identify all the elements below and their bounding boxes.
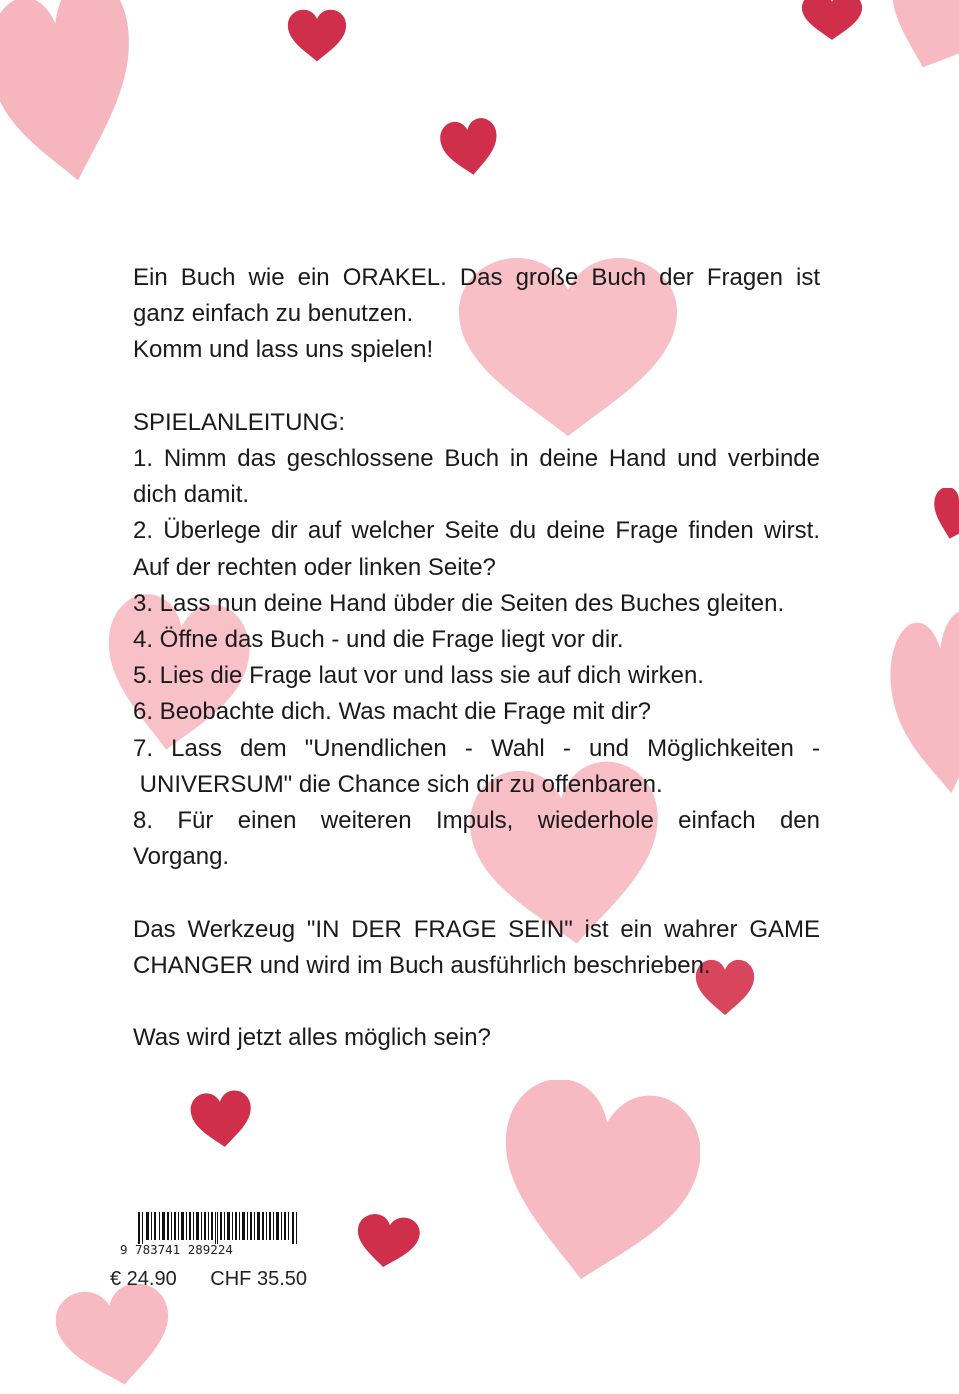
step-line: UNIVERSUM" die Chance sich dir zu offenbaren. [133,770,663,798]
back-cover-text [133,260,820,1056]
closing-question: Was wird jetzt alles möglich sein? [133,1024,491,1052]
step-line: 8. Für einen weiteren Impuls, wiederhole einfach den [133,807,820,835]
instructions-heading: SPIELANLEITUNG: [133,408,346,436]
step-line: Auf der rechten oder linken Seite? [133,553,496,581]
red-heart-icon [440,118,500,180]
intro-line: Komm und lass uns spielen! [133,336,434,364]
red-heart-icon [930,488,959,544]
intro-line: ganz einfach zu benutzen. [133,300,414,328]
step-line: 7. Lass dem "Unendlichen - Wahl - und Möglichkeiten - [133,734,820,762]
step-line: Vorgang. [133,843,230,871]
isbn-number: 9 783741 289224 [120,1242,233,1257]
step-line: 3. Lass nun deine Hand übder die Seiten des Buches gleiten. [133,589,785,617]
tool-paragraph-line: CHANGER und wird im Buch ausführlich beschrieben. [133,951,711,979]
barcode-icon [138,1212,298,1244]
price-eur: € 24.90 [110,1268,177,1290]
pink-heart-icon [0,0,140,200]
price-row [110,1268,307,1291]
pink-heart-icon [56,1284,176,1394]
pink-heart-icon [880,0,959,80]
step-line: 5. Lies die Frage laut vor und lass sie auf dich wirken. [133,662,704,690]
price-chf: CHF 35.50 [210,1268,308,1290]
step-line: dich damit. [133,481,250,509]
pink-heart-icon [890,610,959,810]
step-line: 4. Öffne das Buch - und die Frage liegt vor dir. [133,626,624,654]
red-heart-icon [190,1090,254,1152]
red-heart-icon [800,0,864,44]
red-heart-icon [286,8,348,66]
red-heart-icon [354,1214,420,1272]
step-line: 6. Beobachte dich. Was macht die Frage mit dir? [133,698,652,726]
tool-paragraph-line: Das Werkzeug "IN DER FRAGE SEIN" ist ein wahrer GAME [133,915,820,943]
pink-heart-icon [492,1080,700,1298]
step-line: 1. Nimm das geschlossene Buch in deine Hand und verbinde [133,445,820,472]
intro-line: Ein Buch wie ein ORAKEL. Das große Buch der Fragen ist [133,264,820,291]
step-line: 2. Überlege dir auf welcher Seite du deine Frage finden wirst. [133,517,820,545]
